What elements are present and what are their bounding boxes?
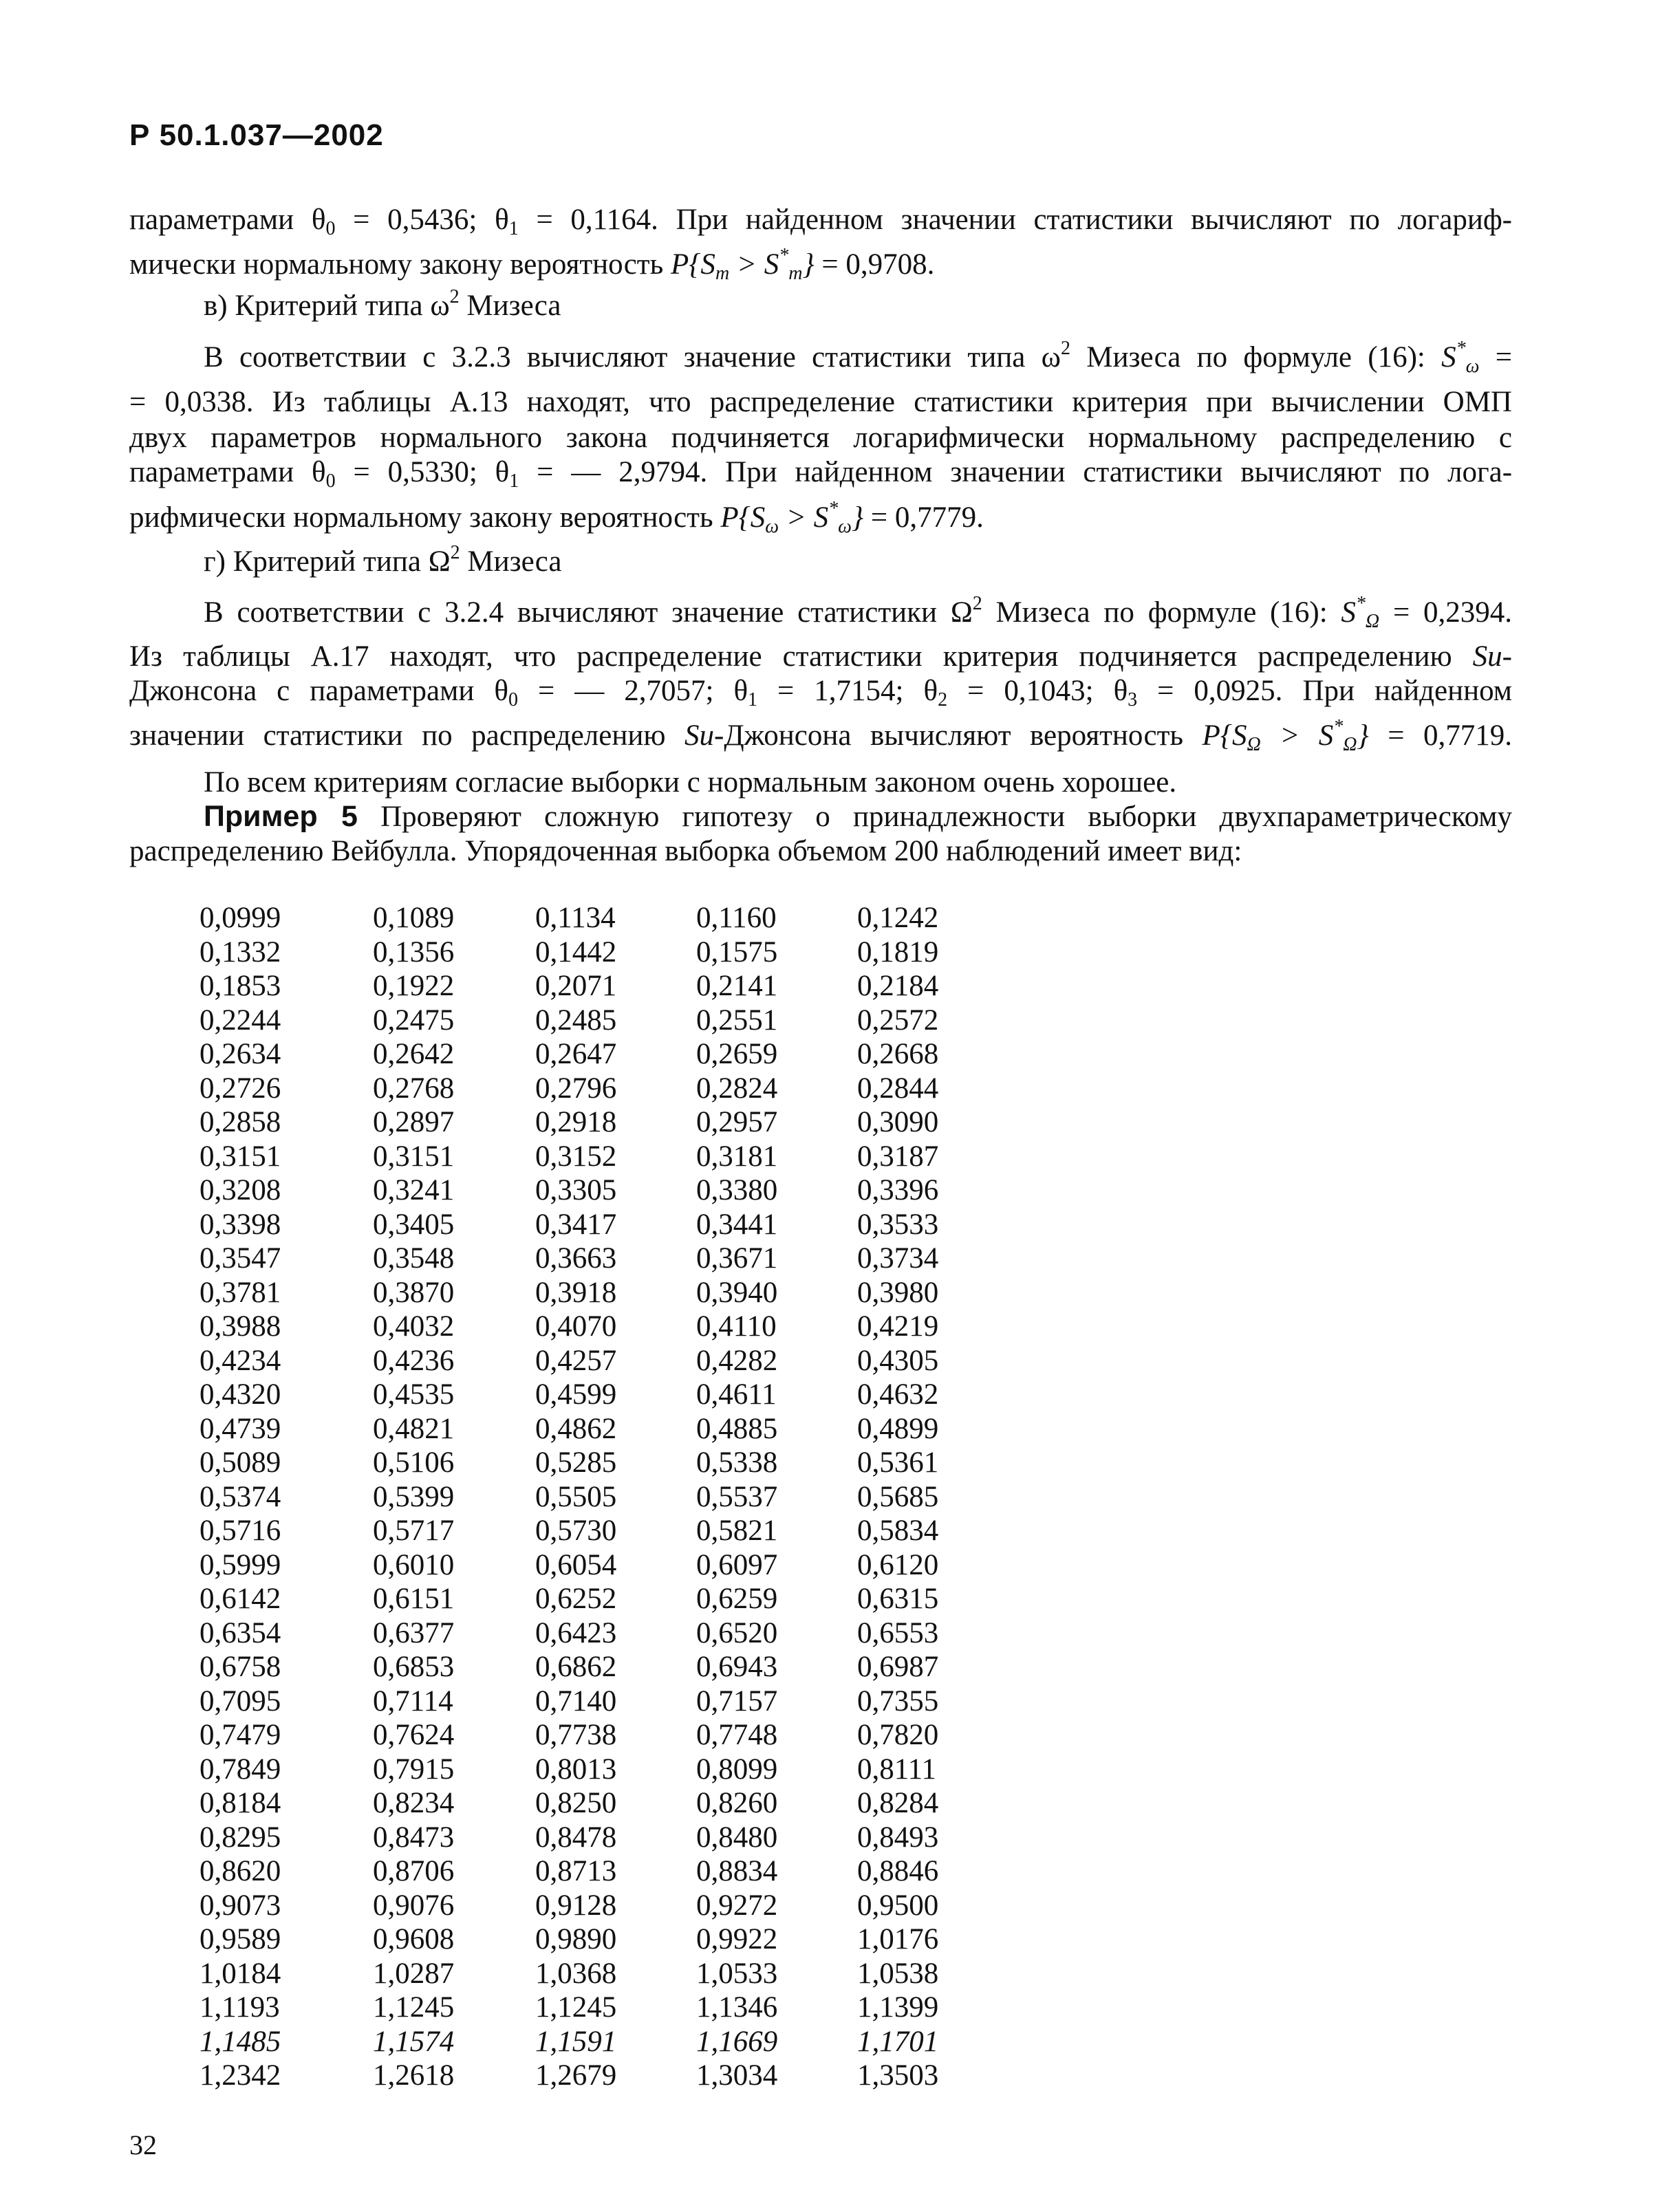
table-cell: 0,3441 <box>696 1208 778 1241</box>
table-cell: 0,6553 <box>857 1616 939 1649</box>
table-cell: 1,1669 <box>696 2025 778 2058</box>
table-cell: 0,9890 <box>535 1923 617 1955</box>
table-cell: 0,3547 <box>200 1242 281 1275</box>
table-cell: 1,0176 <box>857 1923 939 1955</box>
table-cell: 0,1160 <box>696 902 777 934</box>
table-cell: 0,4032 <box>373 1310 455 1343</box>
table-cell: 1,1346 <box>696 1991 778 2024</box>
table-cell: 0,5730 <box>535 1515 617 1547</box>
table-cell: 0,2659 <box>696 1038 778 1070</box>
table-cell: 0,2957 <box>696 1106 778 1138</box>
table-cell: 1,0533 <box>696 1957 778 1990</box>
table-cell: 0,2918 <box>535 1106 617 1138</box>
table-cell: 0,4632 <box>857 1378 939 1411</box>
table-cell: 0,5505 <box>535 1480 617 1513</box>
table-cell: 0,5285 <box>535 1446 617 1479</box>
paragraph-line: двух параметров нормального закона подчиняется логарифмически нормальному распределению с <box>129 422 1512 454</box>
paragraph-line: мически нормальному закону вероятность $P\{S_m > S^*_m\} = 0,9708$. <box>129 245 935 284</box>
paragraph-line: Джонсона с параметрами $\theta_0$ = — 2,7057; $\theta_1 = 1,7154$; $\theta_2 = 0,1043$; $\theta_3 = 0,0925$. При найденном <box>129 675 1512 711</box>
table-cell: 1,1245 <box>535 1991 617 2024</box>
table-cell: 0,6758 <box>200 1651 281 1683</box>
table-cell: 0,2726 <box>200 1072 281 1105</box>
table-cell: 0,7114 <box>373 1684 453 1717</box>
table-cell: 0,8013 <box>535 1753 617 1786</box>
table-cell: 0,2668 <box>857 1038 939 1070</box>
table-cell: 0,1442 <box>535 935 617 968</box>
table-cell: 0,8250 <box>535 1787 617 1819</box>
table-cell: 0,8493 <box>857 1821 939 1854</box>
table-cell: 0,8846 <box>857 1855 939 1887</box>
table-cell: 0,6423 <box>535 1616 617 1649</box>
table-cell: 0,6943 <box>696 1651 778 1683</box>
paragraph-line: В соответствии с 3.2.4 вычисляют значение статистики $\Omega^2$ Мизеса по формуле (16): $S^*_\Omega = 0,2394$. <box>204 593 1512 632</box>
table-cell: 0,4282 <box>696 1344 778 1377</box>
table-cell: 0,8713 <box>535 1855 617 1887</box>
table-cell: 1,1485 <box>200 2025 281 2058</box>
table-cell: 0,2858 <box>200 1106 281 1138</box>
table-cell: 1,1193 <box>200 1991 280 2024</box>
table-cell: 0,6862 <box>535 1651 617 1683</box>
table-cell: 0,5685 <box>857 1480 939 1513</box>
table-cell: 0,2824 <box>696 1072 778 1105</box>
table-cell: 0,7748 <box>696 1719 778 1751</box>
table-cell: 0,8295 <box>200 1821 281 1854</box>
table-cell: 0,8478 <box>535 1821 617 1854</box>
table-cell: 0,3988 <box>200 1310 281 1343</box>
table-cell: 0,2642 <box>373 1038 455 1070</box>
paragraph-line: параметрами $\theta_0 = 0,5330$; $\theta_1$ = — 2,9794. При найденном значении статистики вычисляют по лога- <box>129 456 1513 492</box>
table-cell: 0,4862 <box>535 1412 617 1445</box>
table-cell: 0,6151 <box>373 1583 455 1615</box>
table-cell: 0,2844 <box>857 1072 939 1105</box>
table-cell: 0,9608 <box>373 1923 455 1955</box>
table-cell: 0,2634 <box>200 1038 281 1070</box>
table-cell: 0,9500 <box>857 1889 939 1922</box>
table-cell: 0,6377 <box>373 1616 455 1649</box>
table-cell: 0,1242 <box>857 902 939 934</box>
table-cell: 0,6354 <box>200 1616 281 1649</box>
table-cell: 0,8284 <box>857 1787 939 1819</box>
table-cell: 0,3396 <box>857 1174 939 1206</box>
table-cell: 0,3181 <box>696 1140 778 1173</box>
table-cell: 0,8834 <box>696 1855 778 1887</box>
table-cell: 0,8620 <box>200 1855 281 1887</box>
table-cell: 0,8480 <box>696 1821 778 1854</box>
table-cell: 0,3090 <box>857 1106 939 1138</box>
table-cell: 0,5999 <box>200 1548 281 1581</box>
table-cell: 0,4219 <box>857 1310 939 1343</box>
table-cell: 0,9922 <box>696 1923 778 1955</box>
table-cell: 0,8260 <box>696 1787 778 1819</box>
paragraph-line: = 0,0338. Из таблицы А.13 находят, что распределение статистики критерия при вычислении ОМП <box>129 386 1512 418</box>
table-cell: 0,6054 <box>535 1548 617 1581</box>
table-cell: 0,1853 <box>200 970 281 1002</box>
table-cell: 0,5361 <box>857 1446 939 1479</box>
table-cell: 0,2141 <box>696 970 778 1002</box>
table-cell: 0,3187 <box>857 1140 939 1173</box>
table-cell: 0,7140 <box>535 1684 617 1717</box>
table-cell: 0,6010 <box>373 1548 455 1581</box>
table-cell: 0,1356 <box>373 935 455 968</box>
example-label: Пример 5 <box>204 800 358 833</box>
table-cell: 0,7624 <box>373 1719 455 1751</box>
table-cell: 0,3151 <box>373 1140 455 1173</box>
table-cell: 0,3663 <box>535 1242 617 1275</box>
table-cell: 0,3380 <box>696 1174 778 1206</box>
table-cell: 1,0368 <box>535 1957 617 1990</box>
table-cell: 0,2572 <box>857 1004 939 1037</box>
table-cell: 0,5834 <box>857 1515 939 1547</box>
table-cell: 0,9128 <box>535 1889 617 1922</box>
table-cell: 0,8706 <box>373 1855 455 1887</box>
table-cell: 1,1574 <box>373 2025 455 2058</box>
table-cell: 1,3034 <box>696 2059 778 2092</box>
table-cell: 0,2796 <box>535 1072 617 1105</box>
paragraph-line: В соответствии с 3.2.3 вычисляют значение статистики типа $\omega^2$ Мизеса по формуле (16): $S^*_\omega$ = <box>204 338 1512 377</box>
table-cell: 0,6142 <box>200 1583 281 1615</box>
table-cell: 0,4234 <box>200 1344 281 1377</box>
table-cell: 0,5717 <box>373 1515 455 1547</box>
page-number: 32 <box>129 2129 157 2160</box>
table-cell: 0,3734 <box>857 1242 939 1275</box>
table-cell: 0,1089 <box>373 902 455 934</box>
table-cell: 0,2071 <box>535 970 617 1002</box>
table-cell: 1,2679 <box>535 2059 617 2092</box>
section-heading: в) Критерий типа $\omega^2$ Мизеса <box>204 286 561 322</box>
table-cell: 0,5106 <box>373 1446 455 1479</box>
table-cell: 0,3548 <box>373 1242 455 1275</box>
table-cell: 0,4885 <box>696 1412 778 1445</box>
table-cell: 0,7095 <box>200 1684 281 1717</box>
table-cell: 0,4611 <box>696 1378 777 1411</box>
paragraph-line: рифмически нормальному закону вероятность $P\{S_\omega > S^*_\omega\} = 0,7779$. <box>129 498 984 537</box>
table-cell: 0,9073 <box>200 1889 281 1922</box>
paragraph-line: Из таблицы А.17 находят, что распределение статистики критерия подчиняется распределению Su- <box>129 640 1512 673</box>
table-cell: 0,3151 <box>200 1140 281 1173</box>
table-cell: 0,3980 <box>857 1276 939 1309</box>
table-cell: 0,1922 <box>373 970 455 1002</box>
table-cell: 0,3398 <box>200 1208 281 1241</box>
table-cell: 1,2618 <box>373 2059 455 2092</box>
table-cell: 1,1591 <box>535 2025 617 2058</box>
table-cell: 0,5716 <box>200 1515 281 1547</box>
table-cell: 0,3918 <box>535 1276 617 1309</box>
section-heading: г) Критерий типа $\Omega^2$ Мизеса <box>204 542 562 578</box>
table-cell: 0,1332 <box>200 935 281 968</box>
table-cell: 0,4257 <box>535 1344 617 1377</box>
table-cell: 0,7355 <box>857 1684 939 1717</box>
table-cell: 0,4899 <box>857 1412 939 1445</box>
table-cell: 1,1399 <box>857 1991 939 2024</box>
table-cell: 0,6853 <box>373 1651 455 1683</box>
table-cell: 0,5537 <box>696 1480 778 1513</box>
table-cell: 0,2244 <box>200 1004 281 1037</box>
table-cell: 0,2485 <box>535 1004 617 1037</box>
table-cell: 0,3417 <box>535 1208 617 1241</box>
table-cell: 0,8184 <box>200 1787 281 1819</box>
table-cell: 1,0538 <box>857 1957 939 1990</box>
table-cell: 0,6520 <box>696 1616 778 1649</box>
table-cell: 0,7849 <box>200 1753 281 1786</box>
paragraph-line: распределению Вейбулла. Упорядоченная выборка объемом 200 наблюдений имеет вид: <box>129 835 1242 867</box>
table-cell: 0,8473 <box>373 1821 455 1854</box>
table-cell: 0,2184 <box>857 970 939 1002</box>
table-cell: 0,3305 <box>535 1174 617 1206</box>
table-cell: 0,3781 <box>200 1276 281 1309</box>
table-cell: 0,4070 <box>535 1310 617 1343</box>
table-cell: 0,3533 <box>857 1208 939 1241</box>
table-cell: 0,8111 <box>857 1753 937 1786</box>
table-cell: 0,8099 <box>696 1753 778 1786</box>
table-cell: 0,5821 <box>696 1515 778 1547</box>
table-cell: 0,6259 <box>696 1583 778 1615</box>
table-cell: 0,4320 <box>200 1378 281 1411</box>
table-cell: 0,7915 <box>373 1753 455 1786</box>
probability-formula: $P\{S_\omega > S^*_\omega\}$ <box>720 498 864 537</box>
table-cell: 1,2342 <box>200 2059 281 2092</box>
table-cell: 0,5374 <box>200 1480 281 1513</box>
paragraph-line: параметрами $\theta_0 = 0,5436$; $\theta_1 = 0,1164$. При найденном значении статистики вычисляют по логариф- <box>129 204 1513 239</box>
table-cell: 0,2551 <box>696 1004 778 1037</box>
table-cell: 0,6315 <box>857 1583 939 1615</box>
table-cell: 0,3405 <box>373 1208 455 1241</box>
table-cell: 0,7738 <box>535 1719 617 1751</box>
table-cell: 0,6987 <box>857 1651 939 1683</box>
table-cell: 0,5399 <box>373 1480 455 1513</box>
table-cell: 1,0287 <box>373 1957 455 1990</box>
table-cell: 0,3241 <box>373 1174 455 1206</box>
probability-formula: $P\{S_m > S^*_m\}$ <box>670 245 815 284</box>
table-cell: 0,3671 <box>696 1242 778 1275</box>
table-cell: 0,7820 <box>857 1719 939 1751</box>
table-cell: 0,4599 <box>535 1378 617 1411</box>
table-cell: 0,0999 <box>200 902 281 934</box>
table-cell: 0,9589 <box>200 1923 281 1955</box>
table-cell: 0,3208 <box>200 1174 281 1206</box>
table-cell: 0,3152 <box>535 1140 617 1173</box>
table-cell: 0,7157 <box>696 1684 778 1717</box>
table-cell: 1,1245 <box>373 1991 455 2024</box>
table-cell: 0,5089 <box>200 1446 281 1479</box>
table-cell: 0,2647 <box>535 1038 617 1070</box>
table-cell: 0,5338 <box>696 1446 778 1479</box>
document-id: Р 50.1.037—2002 <box>129 118 384 152</box>
table-cell: 0,2768 <box>373 1072 455 1105</box>
table-cell: 0,4739 <box>200 1412 281 1445</box>
table-cell: 0,6252 <box>535 1583 617 1615</box>
table-cell: 0,7479 <box>200 1719 281 1751</box>
table-cell: 0,6120 <box>857 1548 939 1581</box>
paragraph-line: По всем критериям согласие выборки с нормальным законом очень хорошее. <box>204 766 1177 799</box>
paragraph-line: Пример 5 Проверяют сложную гипотезу о принадлежности выборки двухпараметрическому <box>204 800 1512 833</box>
paragraph-line: значении статистики по распределению Su-Джонсона вычисляют вероятность $P\{S_\Omega > S^*_\Omega\} = 0,7719$. <box>129 716 1512 755</box>
table-cell: 0,9076 <box>373 1889 455 1922</box>
table-cell: 0,2475 <box>373 1004 455 1037</box>
table-cell: 0,4236 <box>373 1344 455 1377</box>
probability-formula: $P\{S_\Omega > S^*_\Omega\}$ <box>1202 716 1369 755</box>
table-cell: 0,4821 <box>373 1412 455 1445</box>
table-cell: 1,0184 <box>200 1957 281 1990</box>
table-cell: 1,3503 <box>857 2059 939 2092</box>
table-cell: 0,3940 <box>696 1276 778 1309</box>
table-cell: 0,4535 <box>373 1378 455 1411</box>
table-cell: 0,1575 <box>696 935 778 968</box>
table-cell: 0,1134 <box>535 902 616 934</box>
table-cell: 0,3870 <box>373 1276 455 1309</box>
table-cell: 0,8234 <box>373 1787 455 1819</box>
table-cell: 0,4110 <box>696 1310 777 1343</box>
table-cell: 0,2897 <box>373 1106 455 1138</box>
table-cell: 0,4305 <box>857 1344 939 1377</box>
table-cell: 0,6097 <box>696 1548 778 1581</box>
table-cell: 0,1819 <box>857 935 939 968</box>
table-cell: 1,1701 <box>857 2025 939 2058</box>
table-cell: 0,9272 <box>696 1889 778 1922</box>
